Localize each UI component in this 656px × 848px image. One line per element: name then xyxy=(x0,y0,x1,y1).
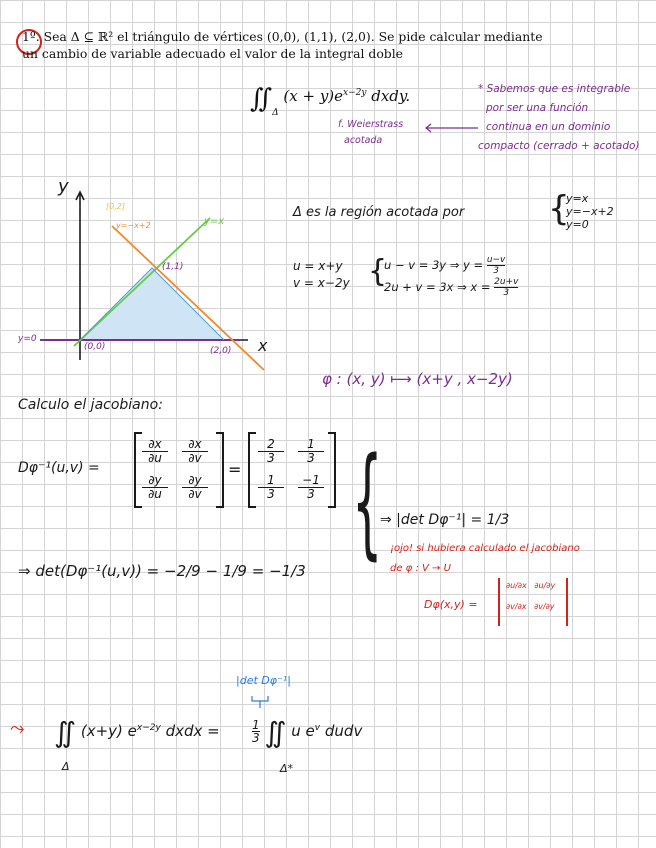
label-y-eq-x: y=x xyxy=(204,216,225,227)
abs-det: ⇒ |det Dφ⁻¹| = 1/3 xyxy=(380,512,510,528)
bounded-note: f. Weierstrass acotada xyxy=(338,119,404,146)
problem-number: 1º. xyxy=(22,29,40,44)
warning-line2: de φ : V → U xyxy=(390,563,451,574)
x-axis-label: x xyxy=(258,336,268,355)
change-definitions: u = x+y v = x−2y xyxy=(293,259,350,290)
change-system: u − v = 3y ⇒ y = $\frac{u-v}{3}$ 2u + v = 3x ⇒ x = $\frac{2u+v}{3}$ xyxy=(384,255,519,298)
label-small: [0,2] xyxy=(106,202,125,211)
warning-line1: ¡ojo! si hubiera calculado el jacobiano xyxy=(390,543,580,554)
label-y0: y=0 xyxy=(18,334,37,344)
label-point-00: (0,0) xyxy=(84,342,106,352)
value-22: −1 3 xyxy=(298,474,324,501)
partial-yv: ∂y ∂v xyxy=(182,474,208,501)
dphi-label: Dφ(x,y) = xyxy=(424,598,478,611)
final-rhs: $\frac{1}{3}$ ∬ u $e^v$ dudv xyxy=(252,716,363,749)
phi-map: φ : (x, y) ⟼ (x+y , x−2y) xyxy=(322,370,513,388)
partial-yu: ∂y ∂u xyxy=(142,474,168,501)
problem-statement-line2: un cambio de variable adecuado el valor de la integral doble xyxy=(22,46,403,61)
partial-xu: ∂x ∂u xyxy=(142,438,168,465)
change-brace: { xyxy=(368,254,388,289)
det-line: ⇒ det(Dφ⁻¹(u,v)) = −2/9 − 1/9 = −1/3 xyxy=(18,562,306,580)
y-axis-label: y xyxy=(58,176,69,197)
partial-xv: ∂x ∂v xyxy=(182,438,208,465)
integrable-note: * Sabemos que es integrable por ser una función continua en un dominio compacto (cerrado + acotado) xyxy=(478,83,640,152)
final-arrow: ⤳ xyxy=(10,718,25,739)
region-text: Δ es la región acotada por xyxy=(293,205,465,220)
label-y-neg-x: y=−x+2 xyxy=(116,221,151,230)
integral-display: $∬_\Delta$ $(x + y)e^{x-2y}$ dxdy. xyxy=(250,84,411,118)
region-brace: { xyxy=(548,189,570,229)
jacobian-title: Calculo el jacobiano: xyxy=(18,397,163,413)
dphi-entries: ∂u/∂x ∂u/∂y ∂v/∂x ∂v/∂y xyxy=(506,581,556,611)
value-21: 1 3 xyxy=(258,474,284,501)
jacobian-lhs: Dφ⁻¹(u,v) = xyxy=(18,460,100,476)
value-11: 2 3 xyxy=(258,438,284,465)
label-point-20: (2,0) xyxy=(210,346,232,356)
final-lhs: ∬ (x+y) $e^{x-2y}$ dxdx = xyxy=(54,716,220,749)
value-12: 1 3 xyxy=(298,438,324,465)
equals-sign: = xyxy=(228,460,242,479)
final-domain-right: Δ* xyxy=(280,762,294,775)
label-point-11: (1,1) xyxy=(162,262,184,272)
problem-statement-line1: 1º. Sea Δ ⊆ ℝ² el triángulo de vértices (0,0), (1,1), (2,0). Se pide calcular mediante xyxy=(22,29,543,44)
final-domain-left: Δ xyxy=(62,760,70,773)
abs-det-label: |det Dφ⁻¹| xyxy=(236,674,291,687)
big-brace: { xyxy=(352,433,383,572)
region-equations: y=x y=−x+2 y=0 xyxy=(566,192,614,231)
